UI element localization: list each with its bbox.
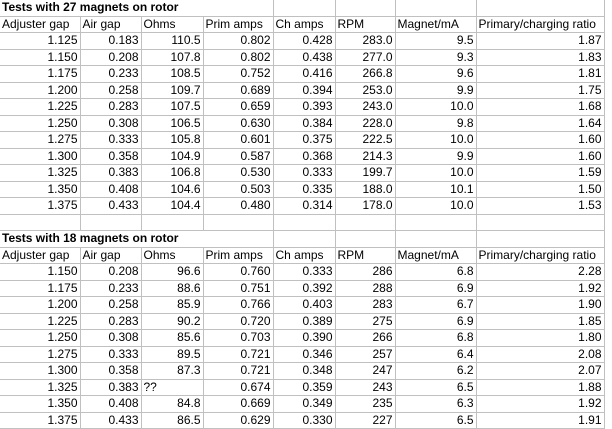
data-cell[interactable]: 247 [335,363,395,380]
header-row [0,16,604,33]
data-cell[interactable]: 286 [335,264,395,281]
column-header[interactable]: Air gap [80,247,141,264]
table-18-magnets [0,231,604,429]
column-header[interactable]: Magnet/mA [395,247,476,264]
data-cell[interactable]: 178.0 [335,198,395,215]
data-cell[interactable]: 0.208 [80,49,141,66]
data-cell[interactable]: 1.53 [476,198,604,215]
data-cell[interactable]: 1.85 [476,313,604,330]
data-cell[interactable]: 266 [335,330,395,347]
data-cell[interactable]: 0.433 [80,412,141,429]
data-cell[interactable]: 253.0 [335,82,395,99]
table-row [0,330,604,347]
data-cell[interactable]: 10.0 [395,198,476,215]
data-cell[interactable]: 227 [335,412,395,429]
data-cell[interactable]: 6.2 [395,363,476,380]
data-cell[interactable]: 1.80 [476,330,604,347]
table-row [0,363,604,380]
data-cell[interactable]: 1.200 [0,82,80,99]
table-row [0,33,604,50]
empty-cell[interactable] [273,231,335,248]
data-cell[interactable]: 283.0 [335,33,395,50]
data-cell[interactable]: 199.7 [335,165,395,182]
data-cell[interactable]: 214.3 [335,148,395,165]
data-cell[interactable]: 1.125 [0,33,80,50]
data-cell[interactable]: 6.3 [395,396,476,413]
data-cell[interactable]: 9.5 [395,33,476,50]
data-cell[interactable]: 1.350 [0,181,80,198]
data-cell[interactable]: 1.87 [476,33,604,50]
empty-cell[interactable] [335,0,395,16]
data-cell[interactable]: 9.3 [395,49,476,66]
empty-cell[interactable] [476,0,604,16]
column-header[interactable]: Adjuster gap [0,16,80,33]
column-header[interactable]: Air gap [80,16,141,33]
data-cell[interactable]: 1.275 [0,132,80,149]
data-cell[interactable]: 0.751 [203,280,273,297]
data-cell[interactable]: 0.314 [273,198,335,215]
data-cell[interactable]: 1.175 [0,280,80,297]
data-cell[interactable]: 1.200 [0,297,80,314]
data-cell[interactable]: 6.8 [395,264,476,281]
empty-cell[interactable] [335,231,395,248]
data-cell[interactable]: 0.358 [80,363,141,380]
table-title[interactable]: Tests with 27 magnets on rotor [0,0,273,16]
data-cell[interactable]: 2.08 [476,346,604,363]
data-cell[interactable]: 283 [335,297,395,314]
data-cell[interactable]: 0.233 [80,66,141,83]
table-row [0,165,604,182]
data-cell[interactable]: 0.403 [273,297,335,314]
data-cell[interactable]: 0.530 [203,165,273,182]
data-cell[interactable]: 87.3 [141,363,203,380]
data-cell[interactable]: 1.300 [0,363,80,380]
data-cell[interactable]: 0.659 [203,99,273,116]
column-header[interactable]: Primary/charging ratio [476,247,604,264]
column-header[interactable]: Prim amps [203,247,273,264]
data-cell[interactable]: 0.392 [273,280,335,297]
data-cell[interactable]: 275 [335,313,395,330]
data-cell[interactable]: 0.359 [273,379,335,396]
data-cell[interactable]: 0.721 [203,346,273,363]
empty-cell[interactable] [476,231,604,248]
column-header[interactable]: Ohms [141,247,203,264]
data-cell[interactable]: 0.308 [80,115,141,132]
data-cell[interactable]: 0.335 [273,181,335,198]
column-header[interactable]: Ch amps [273,247,335,264]
data-cell[interactable]: 6.4 [395,346,476,363]
data-cell[interactable]: 243 [335,379,395,396]
column-header[interactable]: Adjuster gap [0,247,80,264]
data-cell[interactable]: 1.150 [0,49,80,66]
data-cell[interactable]: 0.333 [80,346,141,363]
data-cell[interactable]: 10.0 [395,99,476,116]
data-cell[interactable]: 106.5 [141,115,203,132]
data-cell[interactable]: 0.308 [80,330,141,347]
data-cell[interactable]: 9.8 [395,115,476,132]
data-cell[interactable]: 2.28 [476,264,604,281]
data-cell[interactable]: 1.375 [0,412,80,429]
data-cell[interactable]: 106.8 [141,165,203,182]
data-cell[interactable]: 0.480 [203,198,273,215]
data-cell[interactable]: 0.433 [80,198,141,215]
column-header[interactable]: Prim amps [203,16,273,33]
data-cell[interactable]: 0.630 [203,115,273,132]
data-cell[interactable]: 0.390 [273,330,335,347]
empty-cell[interactable] [395,0,476,16]
data-cell[interactable]: 0.394 [273,82,335,99]
data-cell[interactable]: 0.669 [203,396,273,413]
column-header[interactable]: RPM [335,247,395,264]
data-cell[interactable]: 1.92 [476,280,604,297]
data-cell[interactable]: 0.428 [273,33,335,50]
data-cell[interactable]: 1.300 [0,148,80,165]
data-cell[interactable]: 6.5 [395,412,476,429]
data-cell[interactable]: 0.375 [273,132,335,149]
data-cell[interactable]: 0.438 [273,49,335,66]
data-cell[interactable]: 0.629 [203,412,273,429]
data-cell[interactable]: 104.9 [141,148,203,165]
column-header[interactable]: Primary/charging ratio [476,16,604,33]
data-cell[interactable]: 0.416 [273,66,335,83]
data-cell[interactable]: 1.59 [476,165,604,182]
data-cell[interactable]: 6.8 [395,330,476,347]
data-cell[interactable]: 1.150 [0,264,80,281]
data-cell[interactable]: 96.6 [141,264,203,281]
data-cell[interactable]: 1.60 [476,132,604,149]
empty-cell[interactable] [273,0,335,16]
spacer-row-group [0,214,604,231]
data-cell[interactable]: 9.9 [395,148,476,165]
data-cell[interactable]: 1.81 [476,66,604,83]
data-cell[interactable]: 0.349 [273,396,335,413]
table-row [0,99,604,116]
data-cell[interactable]: 105.8 [141,132,203,149]
data-cell[interactable]: 0.333 [273,264,335,281]
data-cell[interactable]: 228.0 [335,115,395,132]
data-cell[interactable]: 104.6 [141,181,203,198]
data-cell[interactable]: 1.64 [476,115,604,132]
data-cell[interactable]: 1.375 [0,198,80,215]
table-row [0,181,604,198]
data-cell[interactable]: 188.0 [335,181,395,198]
data-cell[interactable]: 0.720 [203,313,273,330]
data-cell[interactable]: 107.8 [141,49,203,66]
data-cell[interactable]: 0.408 [80,396,141,413]
data-cell[interactable]: 235 [335,396,395,413]
table-row [0,198,604,215]
table-row [0,379,604,396]
data-cell[interactable]: 0.346 [273,346,335,363]
data-cell[interactable]: 0.393 [273,99,335,116]
data-cell[interactable]: 84.8 [141,396,203,413]
data-cell[interactable]: 0.766 [203,297,273,314]
table-row [0,346,604,363]
data-cell[interactable]: 110.5 [141,33,203,50]
data-cell[interactable]: 1.68 [476,99,604,116]
data-cell[interactable]: 109.7 [141,82,203,99]
data-cell[interactable]: 0.503 [203,181,273,198]
data-cell[interactable]: 85.9 [141,297,203,314]
data-cell[interactable]: 1.83 [476,49,604,66]
data-cell[interactable]: 0.721 [203,363,273,380]
data-cell[interactable]: 10.0 [395,165,476,182]
data-cell[interactable]: 1.250 [0,115,80,132]
empty-cell[interactable] [395,231,476,248]
data-cell[interactable]: 85.6 [141,330,203,347]
table-row [0,115,604,132]
data-cell[interactable]: 89.5 [141,346,203,363]
data-cell[interactable]: 0.802 [203,33,273,50]
table-row [0,148,604,165]
data-cell[interactable]: 1.90 [476,297,604,314]
data-cell[interactable]: 1.225 [0,99,80,116]
data-cell[interactable]: 0.674 [203,379,273,396]
data-cell[interactable]: 0.802 [203,49,273,66]
data-cell[interactable]: 257 [335,346,395,363]
data-cell[interactable]: 6.7 [395,297,476,314]
title-row [0,0,604,16]
data-cell[interactable]: 1.88 [476,379,604,396]
column-header[interactable]: RPM [335,16,395,33]
table-row [0,132,604,149]
table-row [0,412,604,429]
table-row [0,49,604,66]
data-cell[interactable]: 1.250 [0,330,80,347]
table-27-magnets [0,0,604,214]
data-cell[interactable]: 6.9 [395,280,476,297]
data-cell[interactable]: 0.208 [80,264,141,281]
data-cell[interactable]: 1.92 [476,396,604,413]
data-cell[interactable]: 0.358 [80,148,141,165]
data-cell[interactable]: 0.689 [203,82,273,99]
data-cell[interactable]: 6.5 [395,379,476,396]
data-cell[interactable]: 0.408 [80,181,141,198]
data-cell[interactable]: 1.75 [476,82,604,99]
data-cell[interactable]: 1.91 [476,412,604,429]
data-cell[interactable]: 0.389 [273,313,335,330]
data-cell[interactable]: 90.2 [141,313,203,330]
data-cell[interactable]: 0.383 [80,379,141,396]
data-cell[interactable]: 0.333 [80,132,141,149]
data-cell[interactable]: 0.233 [80,280,141,297]
data-cell[interactable]: 1.175 [0,66,80,83]
data-cell[interactable]: 1.225 [0,313,80,330]
data-cell[interactable]: 0.368 [273,148,335,165]
data-cell[interactable]: 1.325 [0,165,80,182]
data-cell[interactable]: 107.5 [141,99,203,116]
column-header[interactable]: Ch amps [273,16,335,33]
data-cell[interactable]: 0.183 [80,33,141,50]
data-cell[interactable]: 2.07 [476,363,604,380]
data-cell[interactable]: 86.5 [141,412,203,429]
table-row [0,396,604,413]
data-cell[interactable]: 6.9 [395,313,476,330]
data-cell[interactable]: 10.0 [395,132,476,149]
data-cell[interactable]: 0.752 [203,66,273,83]
table-row [0,82,604,99]
table-row [0,66,604,83]
data-cell[interactable]: 10.1 [395,181,476,198]
data-cell[interactable]: 1.60 [476,148,604,165]
data-cell[interactable]: 1.50 [476,181,604,198]
data-cell[interactable]: 0.258 [80,82,141,99]
data-cell[interactable]: 88.6 [141,280,203,297]
data-cell[interactable]: 266.8 [335,66,395,83]
data-cell[interactable]: 1.275 [0,346,80,363]
data-cell[interactable]: 0.283 [80,99,141,116]
table-row [0,280,604,297]
data-cell[interactable]: 9.6 [395,66,476,83]
table-title[interactable]: Tests with 18 magnets on rotor [0,231,273,248]
data-cell[interactable]: 0.601 [203,132,273,149]
table-row [0,297,604,314]
data-cell[interactable]: 1.325 [0,379,80,396]
data-cell[interactable]: ?? [141,379,203,396]
data-cell[interactable]: 0.760 [203,264,273,281]
data-cell[interactable]: 0.384 [273,115,335,132]
data-cell[interactable]: 277.0 [335,49,395,66]
data-cell[interactable]: 243.0 [335,99,395,116]
title-row [0,231,604,248]
data-cell[interactable]: 0.703 [203,330,273,347]
data-cell[interactable]: 288 [335,280,395,297]
data-cell[interactable]: 0.258 [80,297,141,314]
data-cell[interactable]: 0.587 [203,148,273,165]
column-header[interactable]: Ohms [141,16,203,33]
header-row [0,247,604,264]
data-cell[interactable]: 9.9 [395,82,476,99]
column-header[interactable]: Magnet/mA [395,16,476,33]
data-cell[interactable]: 108.5 [141,66,203,83]
data-cell[interactable]: 0.383 [80,165,141,182]
table-row [0,264,604,281]
blank-row [0,214,604,231]
table-row [0,313,604,330]
data-cell[interactable]: 0.333 [273,165,335,182]
data-cell[interactable]: 222.5 [335,132,395,149]
data-cell[interactable]: 0.330 [273,412,335,429]
data-cell[interactable]: 0.283 [80,313,141,330]
data-cell[interactable]: 104.4 [141,198,203,215]
data-cell[interactable]: 1.350 [0,396,80,413]
data-cell[interactable]: 0.348 [273,363,335,380]
